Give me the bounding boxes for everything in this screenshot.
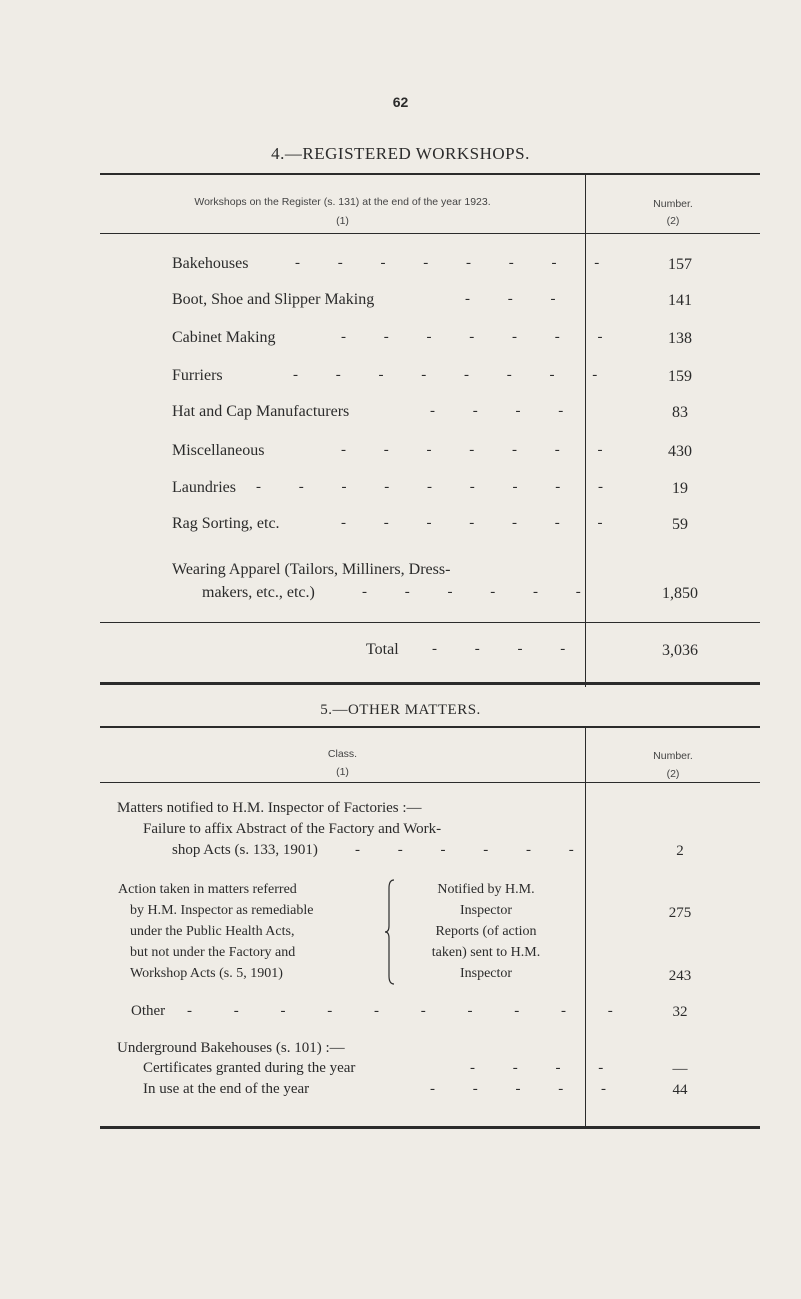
other-value: 32 [672, 1004, 688, 1020]
list-item: Laundries [172, 479, 236, 496]
section5-header-rule [100, 782, 760, 783]
matters-value: 2 [676, 843, 684, 859]
leader-dots: - - - - - - - - - [256, 479, 620, 495]
leader-dots: - - - - - [430, 1081, 623, 1097]
action-right-line: taken) sent to H.M. [431, 945, 541, 960]
row-value: 59 [672, 516, 688, 533]
leader-dots: - - - [465, 291, 573, 307]
total-label: Total [366, 641, 399, 658]
section4-col2-sub: (2) [666, 215, 680, 227]
matters-line-1: Matters notified to H.M. Inspector of Factories :— [117, 800, 422, 816]
list-item: Wearing Apparel (Tailors, Milliners, Dress- [172, 561, 451, 578]
leader-dots: - - - - - - [355, 842, 591, 858]
row-value: 157 [668, 256, 692, 273]
reports-value: 243 [668, 968, 692, 984]
matters-line-2: Failure to affix Abstract of the Factory and Work- [143, 821, 442, 837]
list-item: Hat and Cap Manufacturers [172, 403, 350, 420]
action-notified-text [396, 879, 576, 984]
section4-header-rule [100, 233, 760, 234]
leader-dots: - - - - - - - - - - [187, 1003, 632, 1019]
certificates-label: Certificates granted during the year [143, 1060, 356, 1076]
leader-dots: - - - - [430, 403, 581, 419]
section4-col1-sub: (1) [336, 215, 349, 227]
section5-col1-sub: (1) [336, 766, 349, 778]
list-item: Furriers [172, 367, 223, 384]
leader-dots: - - - - - - - [341, 515, 620, 531]
list-item: Bakehouses [172, 255, 249, 272]
leader-dots: - - - - - - [362, 584, 598, 600]
list-item: Boot, Shoe and Slipper Making [172, 291, 375, 308]
certificates-value: — [672, 1061, 688, 1077]
list-item-continuation: makers, etc., etc.) [202, 584, 315, 601]
action-line: Workshop Acts (s. 5, 1901) [130, 966, 283, 981]
row-value: 430 [668, 443, 692, 460]
leader-dots: - - - - [432, 641, 583, 657]
section5-col2-header: Number. [653, 750, 693, 762]
row-value: 138 [668, 330, 692, 347]
action-right-line: Inspector [459, 903, 513, 918]
action-line: Action taken in matters referred [118, 882, 297, 897]
leader-dots: - - - - - - - [341, 329, 620, 345]
list-item: Miscellaneous [172, 442, 265, 459]
row-value: 159 [668, 368, 692, 385]
list-item: Rag Sorting, etc. [172, 515, 280, 532]
total-value: 3,036 [662, 642, 698, 659]
row-value: 1,850 [662, 585, 698, 602]
section5-col1-header: Class. [327, 748, 358, 760]
row-value: 83 [672, 404, 688, 421]
section4-total-rule [100, 622, 760, 623]
action-taken-text [102, 879, 385, 984]
section5-bottom-rule [100, 1126, 760, 1129]
section5-title: 5.—OTHER MATTERS. [320, 702, 481, 718]
other-label: Other [131, 1003, 166, 1019]
section4-col2-header: Number. [653, 198, 693, 210]
notified-value: 275 [668, 905, 692, 921]
leader-dots: - - - - - - - - [295, 255, 617, 271]
list-item: Cabinet Making [172, 329, 276, 346]
in-use-label: In use at the end of the year [143, 1081, 310, 1097]
action-right-line: Notified by H.M. [437, 882, 535, 897]
section4-bottom-rule [100, 682, 760, 685]
leader-dots: - - - - - - - - [293, 367, 615, 383]
underground-label: Underground Bakehouses (s. 101) :— [117, 1040, 345, 1056]
action-line: but not under the Factory and [130, 945, 296, 960]
leader-dots: - - - - - - - [341, 442, 620, 458]
section4-col1-header: Workshops on the Register (s. 131) at the end of the year 1923. [194, 196, 491, 208]
matters-line-3: shop Acts (s. 133, 1901) [172, 842, 318, 858]
leader-dots: - - - - [470, 1060, 621, 1076]
section4-column-divider [585, 175, 586, 687]
action-right-line: Inspector [459, 966, 513, 981]
action-right-line: Reports (of action [435, 924, 537, 939]
in-use-value: 44 [672, 1082, 688, 1098]
action-line: by H.M. Inspector as remediable [130, 903, 314, 918]
row-value: 141 [668, 292, 692, 309]
page-number: 62 [392, 94, 409, 110]
section4-title: 4.—REGISTERED WORKSHOPS. [271, 144, 530, 163]
section5-col2-sub: (2) [666, 768, 680, 780]
action-line: under the Public Health Acts, [130, 924, 295, 939]
section5-top-rule [100, 726, 760, 728]
section4-top-rule [100, 173, 760, 175]
row-value: 19 [672, 480, 688, 497]
